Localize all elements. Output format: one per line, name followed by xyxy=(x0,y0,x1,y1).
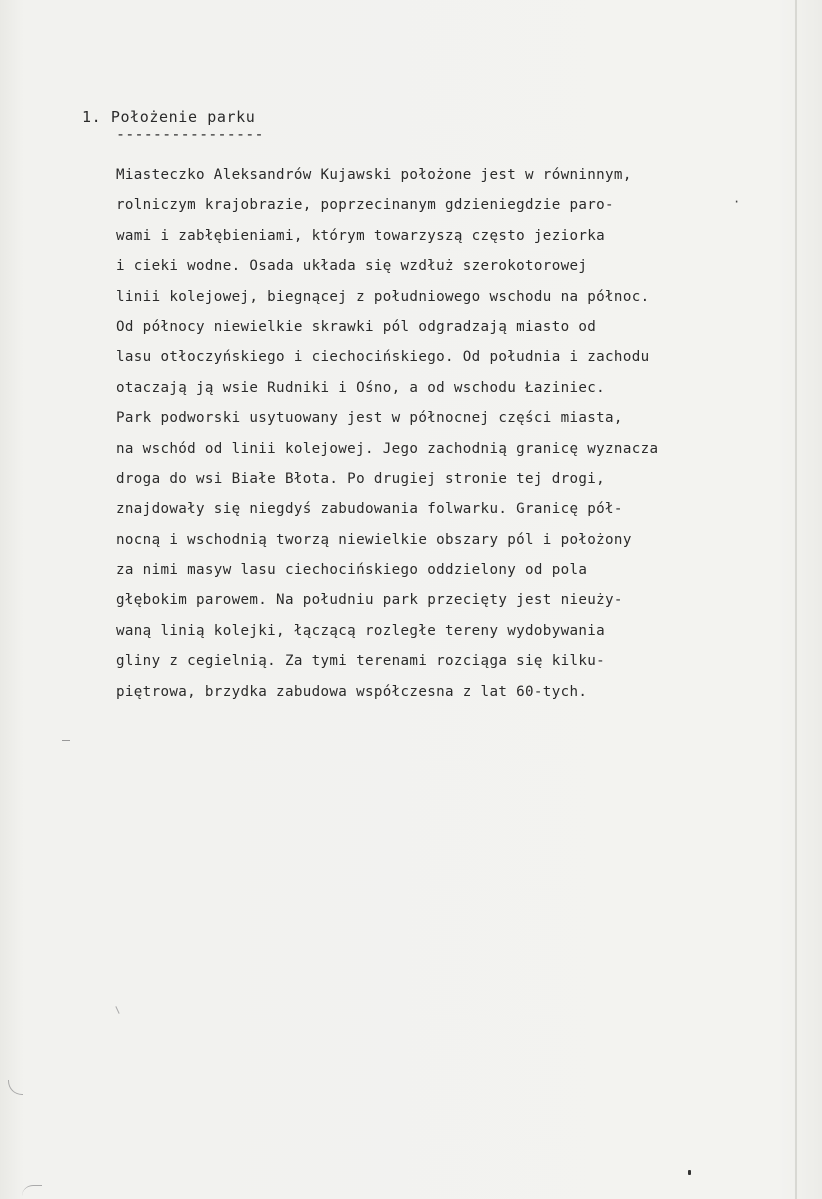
page-edge-shadow xyxy=(795,0,797,1199)
section-heading: 1. Położenie parku xyxy=(82,108,256,126)
paper-curl-mark xyxy=(8,1080,23,1095)
text-line: nocną i wschodnią tworzą niewielkie obszary pól i położony xyxy=(116,531,632,548)
text-line: Od północy niewielkie skrawki pól odgradzają miasto od xyxy=(116,318,597,335)
body-paragraph xyxy=(116,160,658,707)
text-line: gliny z cegielnią. Za tymi terenami rozciąga się kilku- xyxy=(116,653,606,670)
text-line: wami i zabłębieniami, którym towarzyszą często jeziorka xyxy=(116,227,606,244)
text-line: rolniczym krajobrazie, poprzecinanym gdzieniegdzie paro- xyxy=(116,197,614,214)
text-line: Park podworski usytuowany jest w północnej części miasta, xyxy=(116,410,623,427)
text-line: linii kolejowej, biegnącej z południowego wschodu na północ. xyxy=(116,288,650,305)
margin-dash-mark xyxy=(62,740,70,741)
text-line: Miasteczko Aleksandrów Kujawski położone jest w równinnym, xyxy=(116,167,632,183)
text-line: droga do wsi Białe Błota. Po drugiej stronie tej drogi, xyxy=(116,470,606,487)
text-line: znajdowały się niegdyś zabudowania folwarku. Granicę pół- xyxy=(116,501,623,518)
stray-tick-mark xyxy=(115,1006,119,1014)
text-line: lasu otłoczyńskiego i ciechocińskiego. Od południa i zachodu xyxy=(116,349,650,366)
ink-spot-mark xyxy=(688,1170,691,1175)
text-line: otaczają ją wsie Rudniki i Ośno, a od wschodu Łaziniec. xyxy=(116,379,606,396)
text-line: i cieki wodne. Osada układa się wzdłuż szerokotorowej xyxy=(116,258,588,275)
text-line: piętrowa, brzydka zabudowa współczesna z lat 60-tych. xyxy=(116,683,588,700)
text-line: na wschód od linii kolejowej. Jego zachodnią granicę wyznacza xyxy=(116,440,659,457)
text-line: głębokim parowem. Na południu park przecięty jest nieuży- xyxy=(116,592,623,609)
heading-underline: ---------------- xyxy=(116,125,264,143)
paper-corner-mark xyxy=(22,1185,42,1196)
text-line: waną linią kolejki, łączącą rozległe tereny wydobywania xyxy=(116,622,606,639)
text-line: za nimi masyw lasu ciechocińskiego oddzielony od pola xyxy=(116,562,588,579)
stray-dot-mark: · xyxy=(733,195,741,209)
